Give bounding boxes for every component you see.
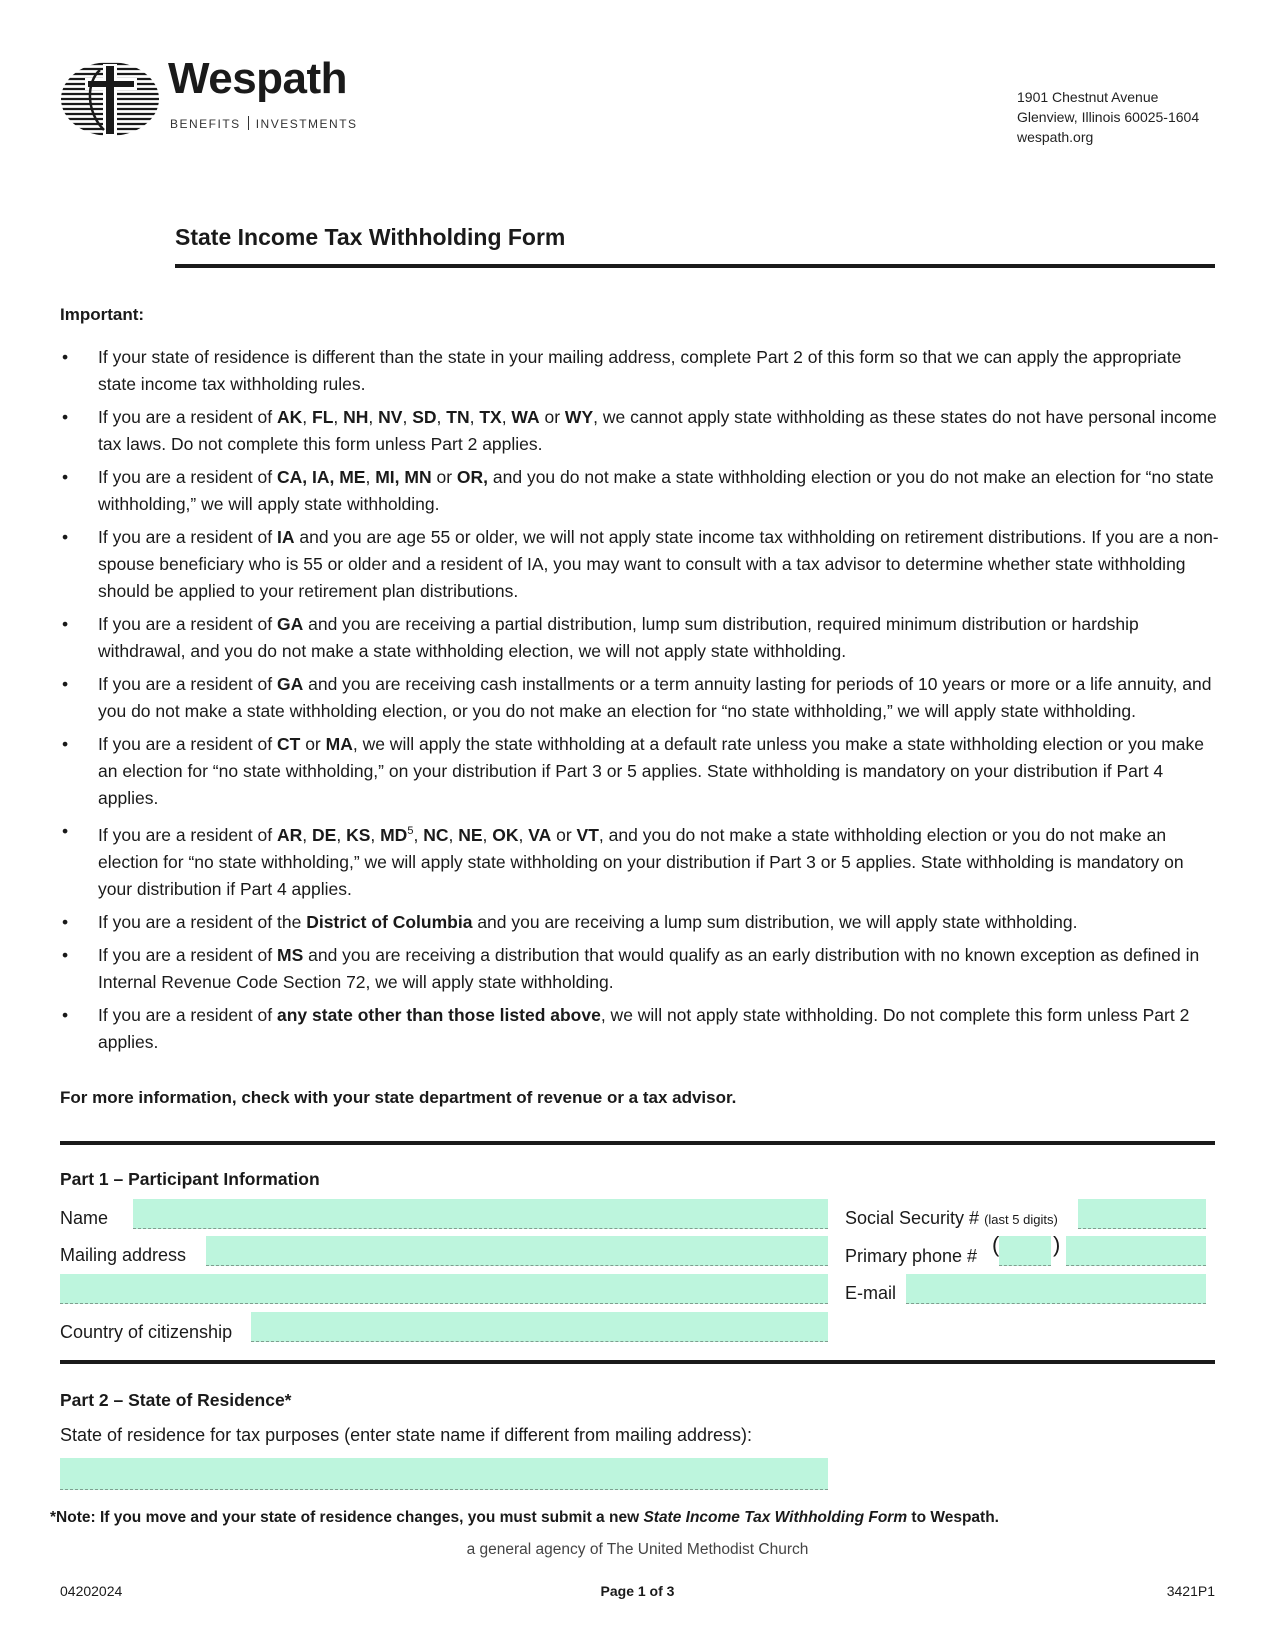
important-bullet: • If you are a resident of GA and you are receiving a partial distribution, lump sum distribution, required minimum distribution or hardship withdrawal, and you do not make a state withholding election, we will not apply state withholding. xyxy=(60,611,1220,665)
area-code-close-paren: ) xyxy=(1053,1232,1061,1257)
state-residence-question: State of residence for tax purposes (enter state name if different from mailing address): xyxy=(60,1425,753,1445)
mailing-address-line2-field[interactable] xyxy=(60,1274,828,1304)
mailing-address-label: Mailing address xyxy=(60,1245,187,1265)
page-number: Page 1 of 3 xyxy=(600,1583,675,1599)
phone-label: Primary phone # xyxy=(845,1246,978,1266)
address-line: 1901 Chestnut Avenue xyxy=(1017,89,1159,105)
important-bullet: • If you are a resident of AK, FL, NH, NV, SD, TN, TX, WA or WY, we cannot apply state withholding as these states do not have personal income tax laws. Do not complete this form unless Part 2 applies. xyxy=(60,404,1220,458)
important-bullet: • If you are a resident of CT or MA, we will apply the state withholding at a default rate unless you make a state withholding election or you make an election for “no state withholding,” on your distribution if Part 3 or 5 applies. State withholding is mandatory on your distribution if Part 4 applies. xyxy=(60,731,1220,812)
country-label: Country of citizenship xyxy=(60,1322,233,1342)
ssn-note: (last 5 digits) xyxy=(984,1212,1058,1227)
part2-title: Part 2 – State of Residence* xyxy=(60,1390,292,1410)
important-bullet: • If you are a resident of CA, IA, ME, MI, MN or OR, and you do not make a state withholding election or you do not make an election for “no state withholding,” we will apply state withholding. xyxy=(60,464,1220,518)
important-bullet: • If you are a resident of any state other than those listed above, we will not apply state withholding. Do not complete this form unless Part 2 applies. xyxy=(60,1002,1220,1056)
area-code-open-paren: ( xyxy=(992,1232,1000,1257)
ssn-field[interactable] xyxy=(1078,1199,1206,1229)
email-field[interactable] xyxy=(906,1274,1206,1304)
form-title: State Income Tax Withholding Form xyxy=(175,224,566,250)
address-website: wespath.org xyxy=(1017,129,1094,145)
important-list xyxy=(60,344,1220,1062)
section-divider xyxy=(60,1360,1215,1364)
agency-statement: a general agency of The United Methodist Church xyxy=(466,1541,809,1558)
important-bullet: • If you are a resident of MS and you are receiving a distribution that would qualify as an early distribution with no known exception as defined in Internal Revenue Code Section 72, we will apply state withholding. xyxy=(60,942,1220,996)
important-bullet: • If you are a resident of the District of Columbia and you are receiving a lump sum distribution, we will apply state withholding. xyxy=(60,909,1220,936)
state-residence-field[interactable] xyxy=(60,1458,828,1490)
mailing-address-field[interactable] xyxy=(206,1236,828,1266)
form-number: 3421P1 xyxy=(1166,1583,1215,1599)
residence-change-note: *Note: If you move and your state of residence changes, you must submit a new State Income Tax Withholding Form to Wespath. xyxy=(50,1509,999,1526)
ssn-label: Social Security # (last 5 digits) xyxy=(845,1208,1058,1228)
wespath-logo xyxy=(60,54,360,140)
section-divider xyxy=(60,1141,1215,1145)
title-divider xyxy=(175,264,1215,268)
phone-field[interactable] xyxy=(1066,1236,1206,1266)
more-info-note: For more information, check with your state department of revenue or a tax advisor. xyxy=(60,1088,737,1107)
important-bullet: • If you are a resident of AR, DE, KS, $MD^5$, NC, NE, OK, VA or VT, and you do not make a state withholding election or you do not make an election for “no state withholding,” we will apply state withholding on your distribution if Part 3 or 5 applies. State withholding is mandatory on your distribution if Part 4 applies. xyxy=(60,818,1220,903)
company-address xyxy=(1017,87,1199,147)
name-field[interactable] xyxy=(133,1199,828,1229)
email-label: E-mail xyxy=(845,1283,897,1303)
important-bullet: • If you are a resident of IA and you are age 55 or older, we will not apply state income tax withholding on retirement distributions. If you are a non-spouse beneficiary who is 55 or older and a resident of IA, you may want to consult with a tax advisor to determine whether state withholding should be applied to your retirement plan distributions. xyxy=(60,524,1220,605)
important-heading: Important: xyxy=(60,305,145,324)
area-code-field[interactable] xyxy=(999,1236,1051,1266)
important-bullet: • If your state of residence is different than the state in your mailing address, complete Part 2 of this form so that we can apply the appropriate state income tax withholding rules. xyxy=(60,344,1220,398)
wespath-cross-globe-icon xyxy=(60,60,160,138)
logo-tagline: BENEFITS INVESTMENTS xyxy=(170,117,358,131)
country-field[interactable] xyxy=(251,1312,828,1342)
form-date-code: 04202024 xyxy=(60,1583,123,1599)
name-label: Name xyxy=(60,1208,109,1228)
logo-wordmark: Wespath xyxy=(168,54,348,103)
important-bullet: • If you are a resident of GA and you are receiving cash installments or a term annuity lasting for periods of 10 years or more or a life annuity, and you do not make a state withholding election, or you do not make an election for “no state withholding,” we will apply state withholding. xyxy=(60,671,1220,725)
address-line: Glenview, Illinois 60025-1604 xyxy=(1017,109,1200,125)
part1-title: Part 1 – Participant Information xyxy=(60,1169,320,1189)
